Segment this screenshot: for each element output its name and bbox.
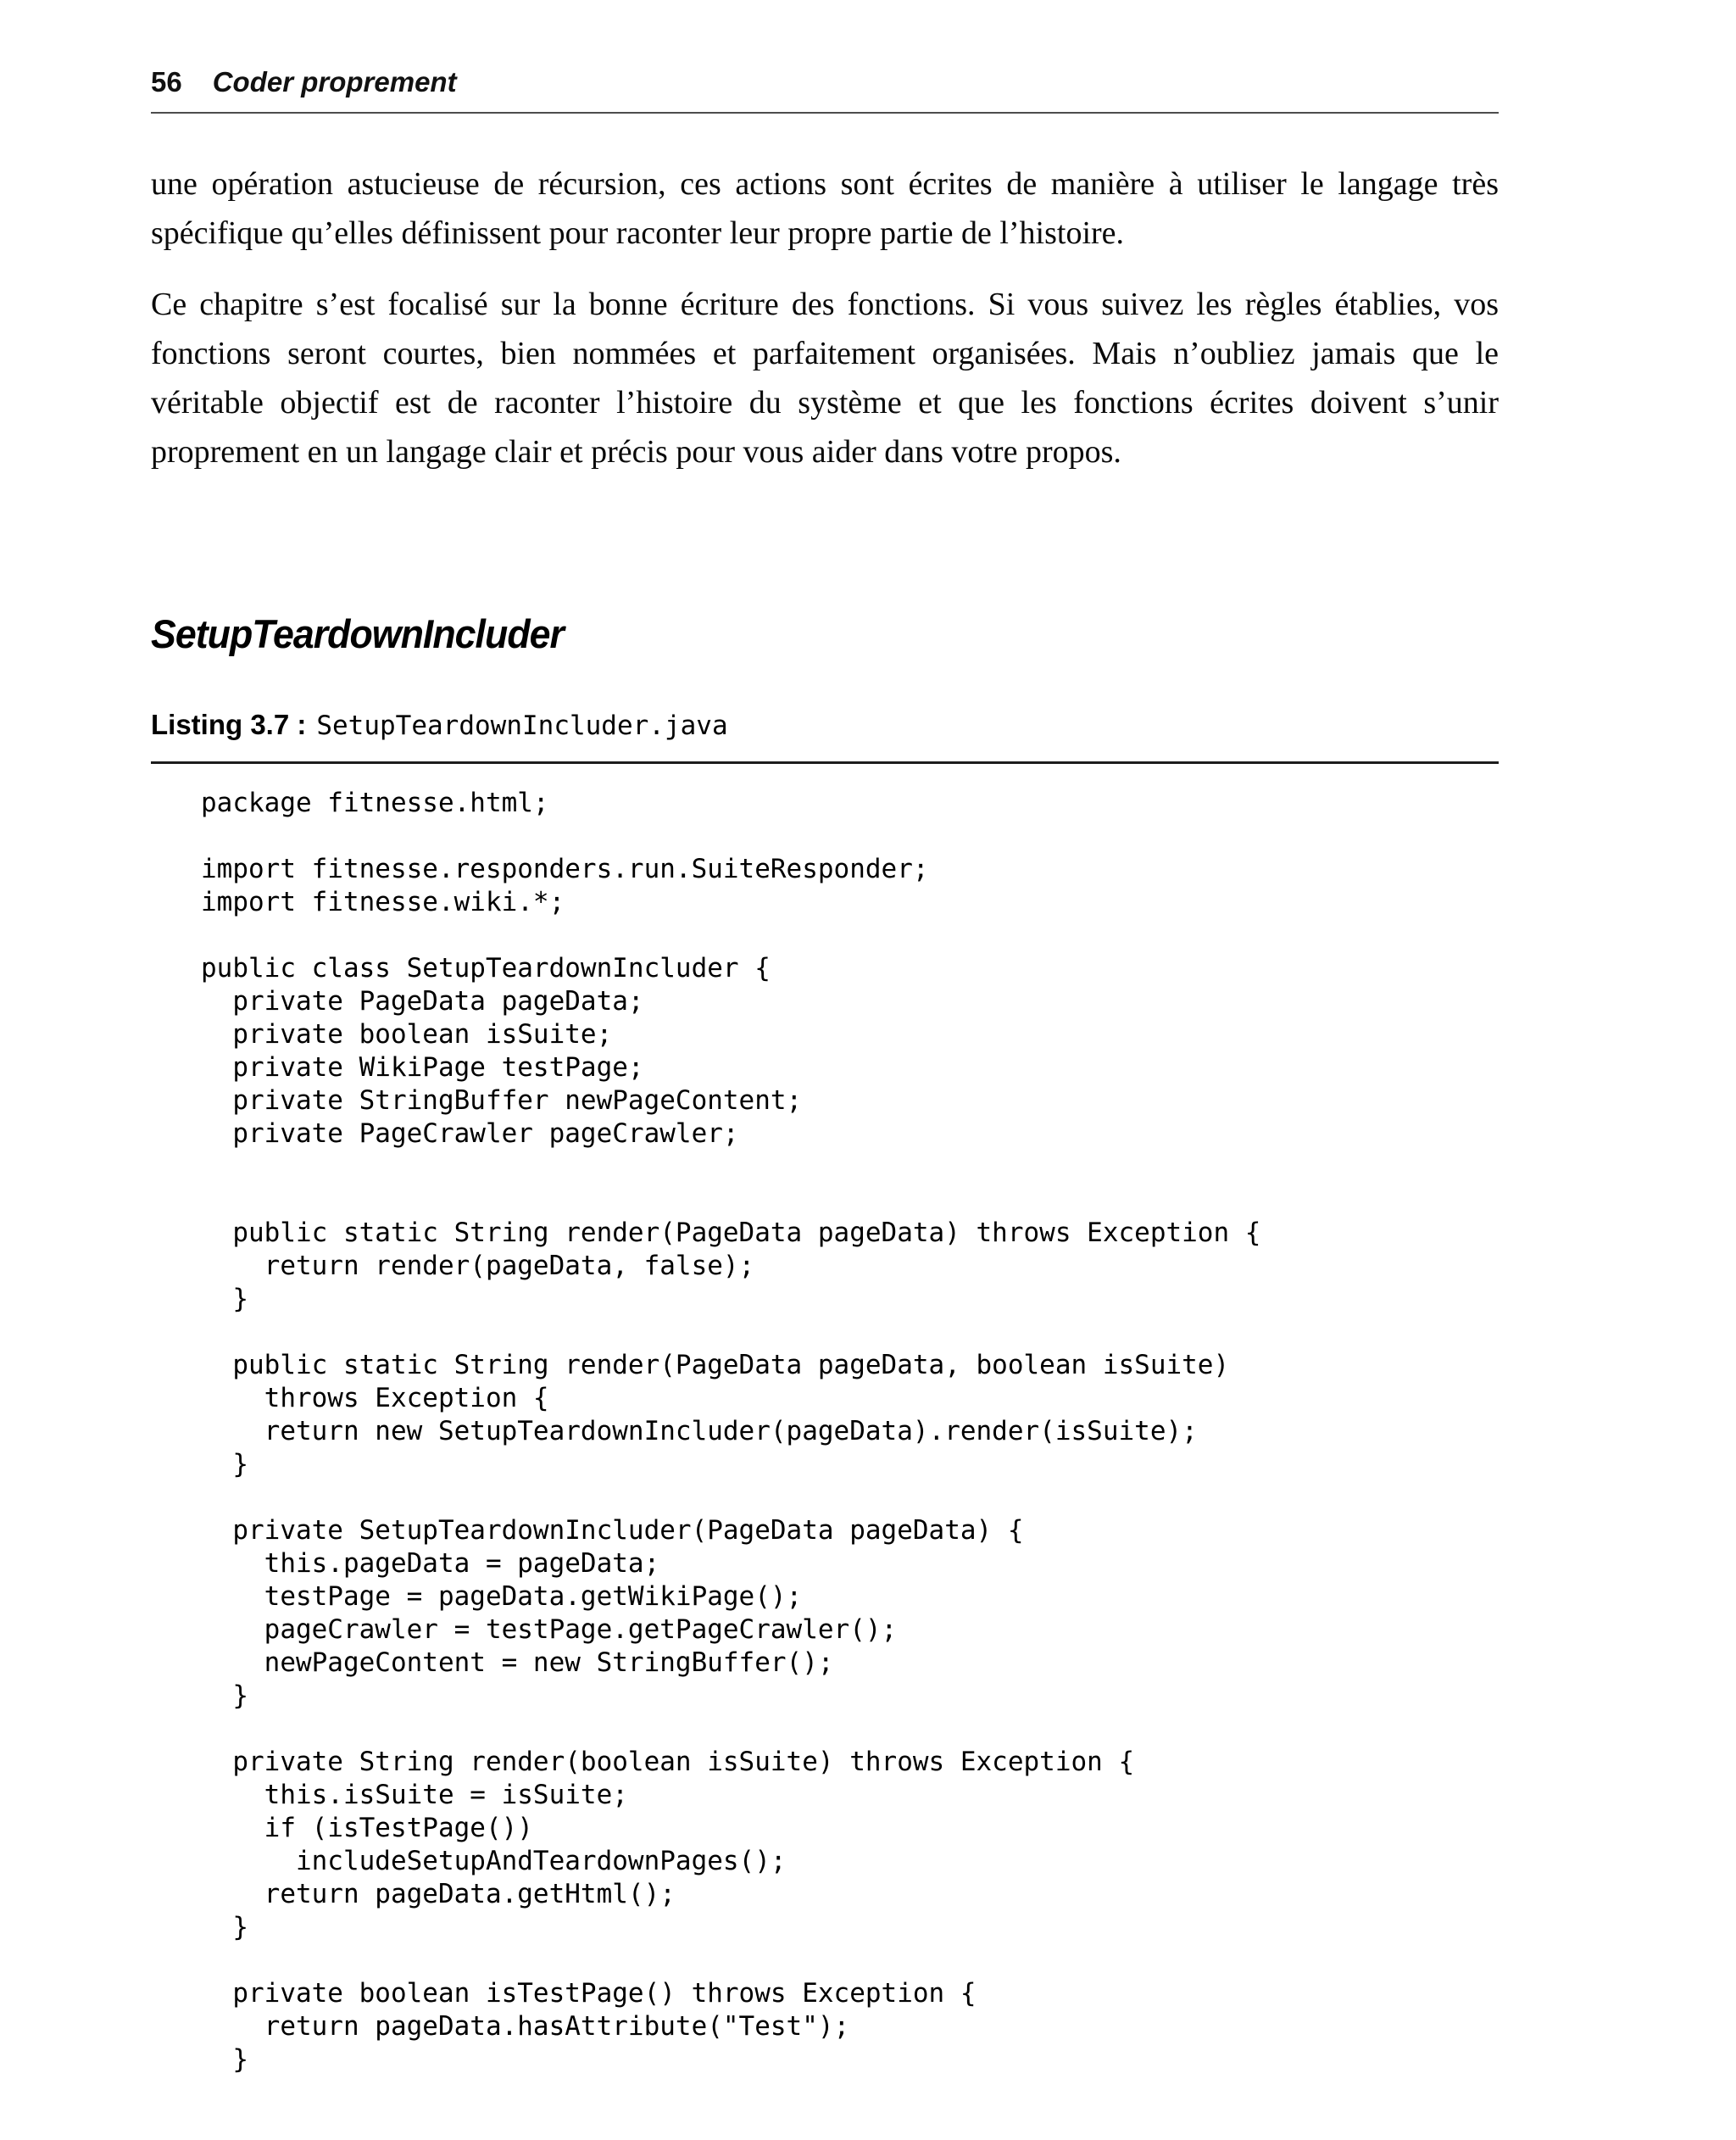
- code-line: import fitnesse.wiki.*;: [201, 887, 565, 917]
- paragraph: Ce chapitre s’est focalisé sur la bonne écriture des fonctions. Si vous suivez les règles établies, vos fonctions seront courtes, bien nommées et parfaitement organisées. Mais n’oubliez jamais que le véritable objectif est de raconter l’histoire du système et que les fonctions écrites doivent s’unir proprement en un langage clair et précis pour vous aider dans votre propos.: [151, 287, 1499, 470]
- code-line: [201, 1481, 1260, 1514]
- code-listing: [201, 787, 1260, 2076]
- running-title: Coder proprement: [212, 66, 457, 98]
- header-divider: [151, 112, 1499, 114]
- code-line: [201, 1151, 1260, 1184]
- code-line: private boolean isTestPage() throws Exception {: [201, 1978, 976, 2009]
- listing-filename: SetupTeardownIncluder.java: [316, 711, 728, 741]
- code-line: private StringBuffer newPageContent;: [201, 1085, 803, 1116]
- page-number: 56: [151, 66, 182, 98]
- code-line: newPageContent = new StringBuffer();: [201, 1647, 834, 1678]
- code-line: private PageData pageData;: [201, 986, 644, 1017]
- code-line: private WikiPage testPage;: [201, 1052, 644, 1083]
- code-line: private SetupTeardownIncluder(PageData pageData) {: [201, 1515, 1024, 1546]
- code-line: package fitnesse.html;: [201, 788, 549, 818]
- code-line: }: [201, 1284, 248, 1314]
- listing-label: Listing 3.7 :: [151, 709, 307, 740]
- code-line: private boolean isSuite;: [201, 1019, 613, 1050]
- code-line: private String render(boolean isSuite) throws Exception {: [201, 1747, 1135, 1777]
- code-line: import fitnesse.responders.run.SuiteResponder;: [201, 854, 929, 884]
- body-paragraphs: [151, 159, 1499, 499]
- listing-caption: [151, 709, 728, 741]
- code-line: return pageData.getHtml();: [201, 1879, 676, 1909]
- code-line: private PageCrawler pageCrawler;: [201, 1118, 739, 1149]
- code-line: testPage = pageData.getWikiPage();: [201, 1581, 803, 1612]
- code-line: public class SetupTeardownIncluder {: [201, 953, 771, 984]
- code-line: [201, 919, 1260, 952]
- code-line: includeSetupAndTeardownPages();: [201, 1846, 787, 1876]
- code-line: return new SetupTeardownIncluder(pageData).render(isSuite);: [201, 1416, 1198, 1446]
- code-line: [201, 1713, 1260, 1746]
- paragraph: une opération astucieuse de récursion, ces actions sont écrites de manière à utiliser le langage très spécifique qu’elles définissent pour raconter leur propre partie de l’histoire.: [151, 166, 1499, 251]
- code-line: public static String render(PageData pageData, boolean isSuite): [201, 1350, 1230, 1380]
- code-line: pageCrawler = testPage.getPageCrawler();: [201, 1614, 898, 1645]
- code-line: }: [201, 2044, 248, 2075]
- code-line: [201, 820, 1260, 853]
- code-line: this.isSuite = isSuite;: [201, 1780, 628, 1810]
- code-line: throws Exception {: [201, 1383, 549, 1413]
- code-line: }: [201, 1449, 248, 1480]
- code-line: [201, 1316, 1260, 1349]
- code-line: }: [201, 1912, 248, 1942]
- code-line: return pageData.hasAttribute("Test");: [201, 2011, 850, 2042]
- code-line: }: [201, 1680, 248, 1711]
- code-line: if (isTestPage()): [201, 1813, 533, 1843]
- code-line: [201, 1944, 1260, 1977]
- code-line: return render(pageData, false);: [201, 1251, 755, 1281]
- code-line: public static String render(PageData pageData) throws Exception {: [201, 1218, 1261, 1248]
- code-line: [201, 1184, 1260, 1217]
- running-header: [151, 66, 1499, 98]
- section-heading: SetupTeardownIncluder: [151, 611, 564, 656]
- code-line: this.pageData = pageData;: [201, 1548, 660, 1579]
- listing-divider: [151, 761, 1499, 764]
